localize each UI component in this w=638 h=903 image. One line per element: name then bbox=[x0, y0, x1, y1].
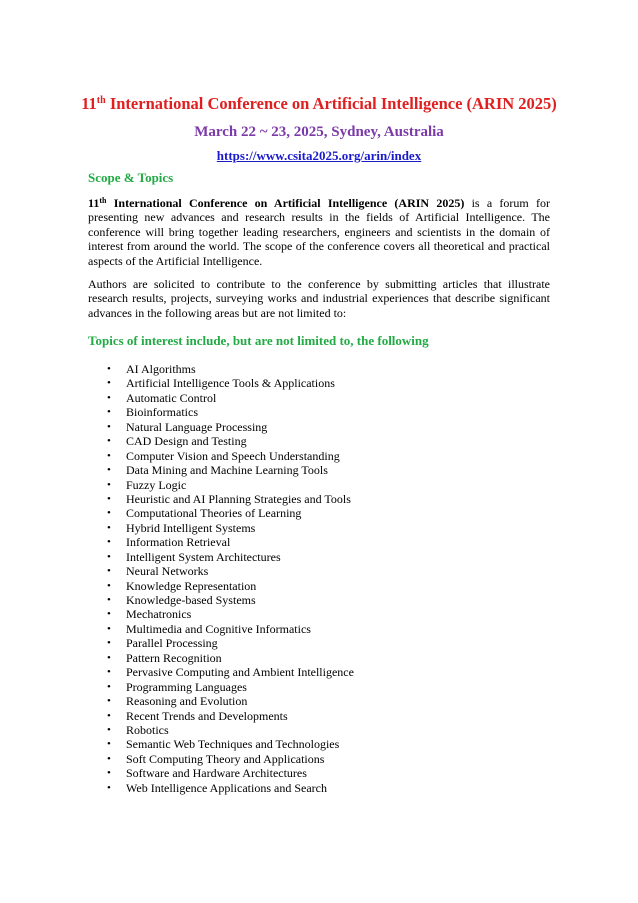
bullet-icon: • bbox=[107, 507, 111, 520]
bullet-icon: • bbox=[107, 738, 111, 751]
topic-label: Robotics bbox=[126, 722, 169, 737]
bullet-icon: • bbox=[107, 781, 111, 794]
bullet-icon: • bbox=[107, 521, 111, 534]
topic-label: Computational Theories of Learning bbox=[126, 506, 302, 521]
topic-label: Pattern Recognition bbox=[126, 650, 222, 665]
topic-label: Bioinformatics bbox=[126, 405, 198, 420]
bullet-icon: • bbox=[107, 435, 111, 448]
topic-label: Knowledge Representation bbox=[126, 578, 257, 593]
bullet-icon: • bbox=[107, 406, 111, 419]
list-item bbox=[88, 752, 354, 766]
list-item bbox=[88, 694, 354, 708]
list-item bbox=[88, 362, 354, 376]
bullet-icon: • bbox=[107, 594, 111, 606]
bullet-icon: • bbox=[107, 363, 111, 375]
bullet-icon: • bbox=[107, 723, 111, 736]
bullet-icon: • bbox=[107, 449, 111, 462]
topic-label: Computer Vision and Speech Understanding bbox=[126, 448, 340, 463]
topic-label: Mechatronics bbox=[126, 607, 192, 622]
list-item bbox=[88, 766, 354, 780]
bullet-icon: • bbox=[107, 391, 111, 404]
topic-label: Software and Hardware Architectures bbox=[126, 766, 307, 781]
bullet-icon: • bbox=[107, 579, 111, 592]
topics-heading: Topics of interest include, but are not limited to, the following bbox=[88, 333, 429, 348]
bullet-icon: • bbox=[107, 709, 111, 722]
list-item bbox=[88, 593, 354, 607]
topic-label: Heuristic and AI Planning Strategies and Tools bbox=[126, 491, 351, 506]
list-item bbox=[88, 391, 354, 405]
bullet-icon: • bbox=[107, 464, 111, 477]
title-prefix: 11 bbox=[81, 94, 97, 113]
list-item bbox=[88, 723, 354, 737]
list-item bbox=[88, 607, 354, 621]
topics-list bbox=[88, 362, 354, 795]
bullet-icon: • bbox=[107, 608, 111, 621]
list-item bbox=[88, 521, 354, 535]
bullet-icon: • bbox=[107, 565, 111, 578]
topic-label: CAD Design and Testing bbox=[126, 434, 247, 449]
topic-label: Hybrid Intelligent Systems bbox=[126, 520, 256, 535]
bullet-icon: • bbox=[107, 550, 111, 563]
list-item bbox=[88, 665, 354, 679]
conference-dates: March 22 ~ 23, 2025, Sydney, Australia bbox=[194, 124, 444, 140]
topic-label: Data Mining and Machine Learning Tools bbox=[126, 463, 328, 478]
topic-label: Multimedia and Cognitive Informatics bbox=[126, 621, 311, 636]
bullet-icon: • bbox=[107, 420, 111, 433]
list-item bbox=[88, 463, 354, 477]
list-item bbox=[88, 636, 354, 650]
bullet-icon: • bbox=[107, 377, 111, 390]
bullet-icon: • bbox=[107, 767, 111, 780]
list-item bbox=[88, 579, 354, 593]
list-item bbox=[88, 449, 354, 463]
topic-label: Natural Language Processing bbox=[126, 419, 268, 434]
topic-label: Recent Trends and Developments bbox=[126, 708, 288, 723]
bullet-icon: • bbox=[107, 622, 111, 635]
topic-label: Knowledge-based Systems bbox=[126, 593, 256, 607]
topic-label: Web Intelligence Applications and Search bbox=[126, 780, 327, 795]
topic-label: Pervasive Computing and Ambient Intelligence bbox=[126, 665, 354, 680]
conference-title bbox=[0, 94, 638, 114]
list-item bbox=[88, 506, 354, 520]
bullet-icon: • bbox=[107, 492, 111, 505]
list-item bbox=[88, 550, 354, 564]
bullet-icon: • bbox=[107, 651, 111, 664]
bullet-icon: • bbox=[107, 478, 111, 491]
para1-superscript: th bbox=[99, 196, 107, 205]
topic-label: Neural Networks bbox=[126, 564, 209, 579]
list-item bbox=[88, 564, 354, 578]
list-item bbox=[88, 781, 354, 795]
topic-label: AI Algorithms bbox=[126, 362, 196, 376]
para1-bold-text: International Conference on Artificial Intelligence (ARIN 2025) bbox=[106, 196, 465, 210]
bullet-icon: • bbox=[107, 536, 111, 549]
list-item bbox=[88, 737, 354, 751]
topic-label: Reasoning and Evolution bbox=[126, 694, 248, 709]
list-item bbox=[88, 709, 354, 723]
scope-paragraph-2: Authors are solicited to contribute to the conference by submitting articles that illustrate research results, projects, surveying works and industrial experiences that describe significant advances in the following areas but are not limited to: bbox=[88, 277, 550, 320]
para1-prefix: 11 bbox=[88, 196, 100, 210]
list-item bbox=[88, 376, 354, 390]
title-rest: International Conference on Artificial Intelligence (ARIN 2025) bbox=[105, 94, 557, 113]
topic-label: Semantic Web Techniques and Technologies bbox=[126, 737, 340, 752]
topic-label: Artificial Intelligence Tools & Applications bbox=[126, 376, 335, 391]
title-superscript: th bbox=[96, 95, 106, 106]
list-item bbox=[88, 420, 354, 434]
para1-bold-intro bbox=[88, 196, 464, 210]
topic-label: Fuzzy Logic bbox=[126, 477, 187, 492]
bullet-icon: • bbox=[107, 666, 111, 679]
topic-label: Soft Computing Theory and Applications bbox=[126, 751, 325, 766]
bullet-icon: • bbox=[107, 680, 111, 693]
list-item bbox=[88, 622, 354, 636]
topic-label: Information Retrieval bbox=[126, 535, 231, 550]
bullet-icon: • bbox=[107, 637, 111, 650]
list-item bbox=[88, 405, 354, 419]
bullet-icon: • bbox=[107, 752, 111, 765]
list-item bbox=[88, 478, 354, 492]
conference-link[interactable]: https://www.csita2025.org/arin/index bbox=[216, 148, 422, 163]
conference-url bbox=[0, 148, 638, 164]
list-item bbox=[88, 651, 354, 665]
list-item bbox=[88, 492, 354, 506]
list-item bbox=[88, 680, 354, 694]
topic-label: Intelligent System Architectures bbox=[126, 549, 281, 564]
topic-label: Programming Languages bbox=[126, 679, 247, 694]
list-item bbox=[88, 535, 354, 549]
bullet-icon: • bbox=[107, 695, 111, 708]
list-item bbox=[88, 434, 354, 448]
scope-heading: Scope & Topics bbox=[88, 170, 174, 185]
para1-text: is a forum for presenting new advances and research results in the fields of Artificial Intelligence. The conference will bring together leading researchers, engineers and scientists in the domain of interest from around the world. The scope of the conference covers all theoretical and practical aspects of the Artificial Intelligence. bbox=[88, 196, 550, 268]
topic-label: Parallel Processing bbox=[126, 636, 218, 651]
topic-label: Automatic Control bbox=[126, 390, 217, 405]
scope-paragraph-1 bbox=[88, 196, 550, 268]
